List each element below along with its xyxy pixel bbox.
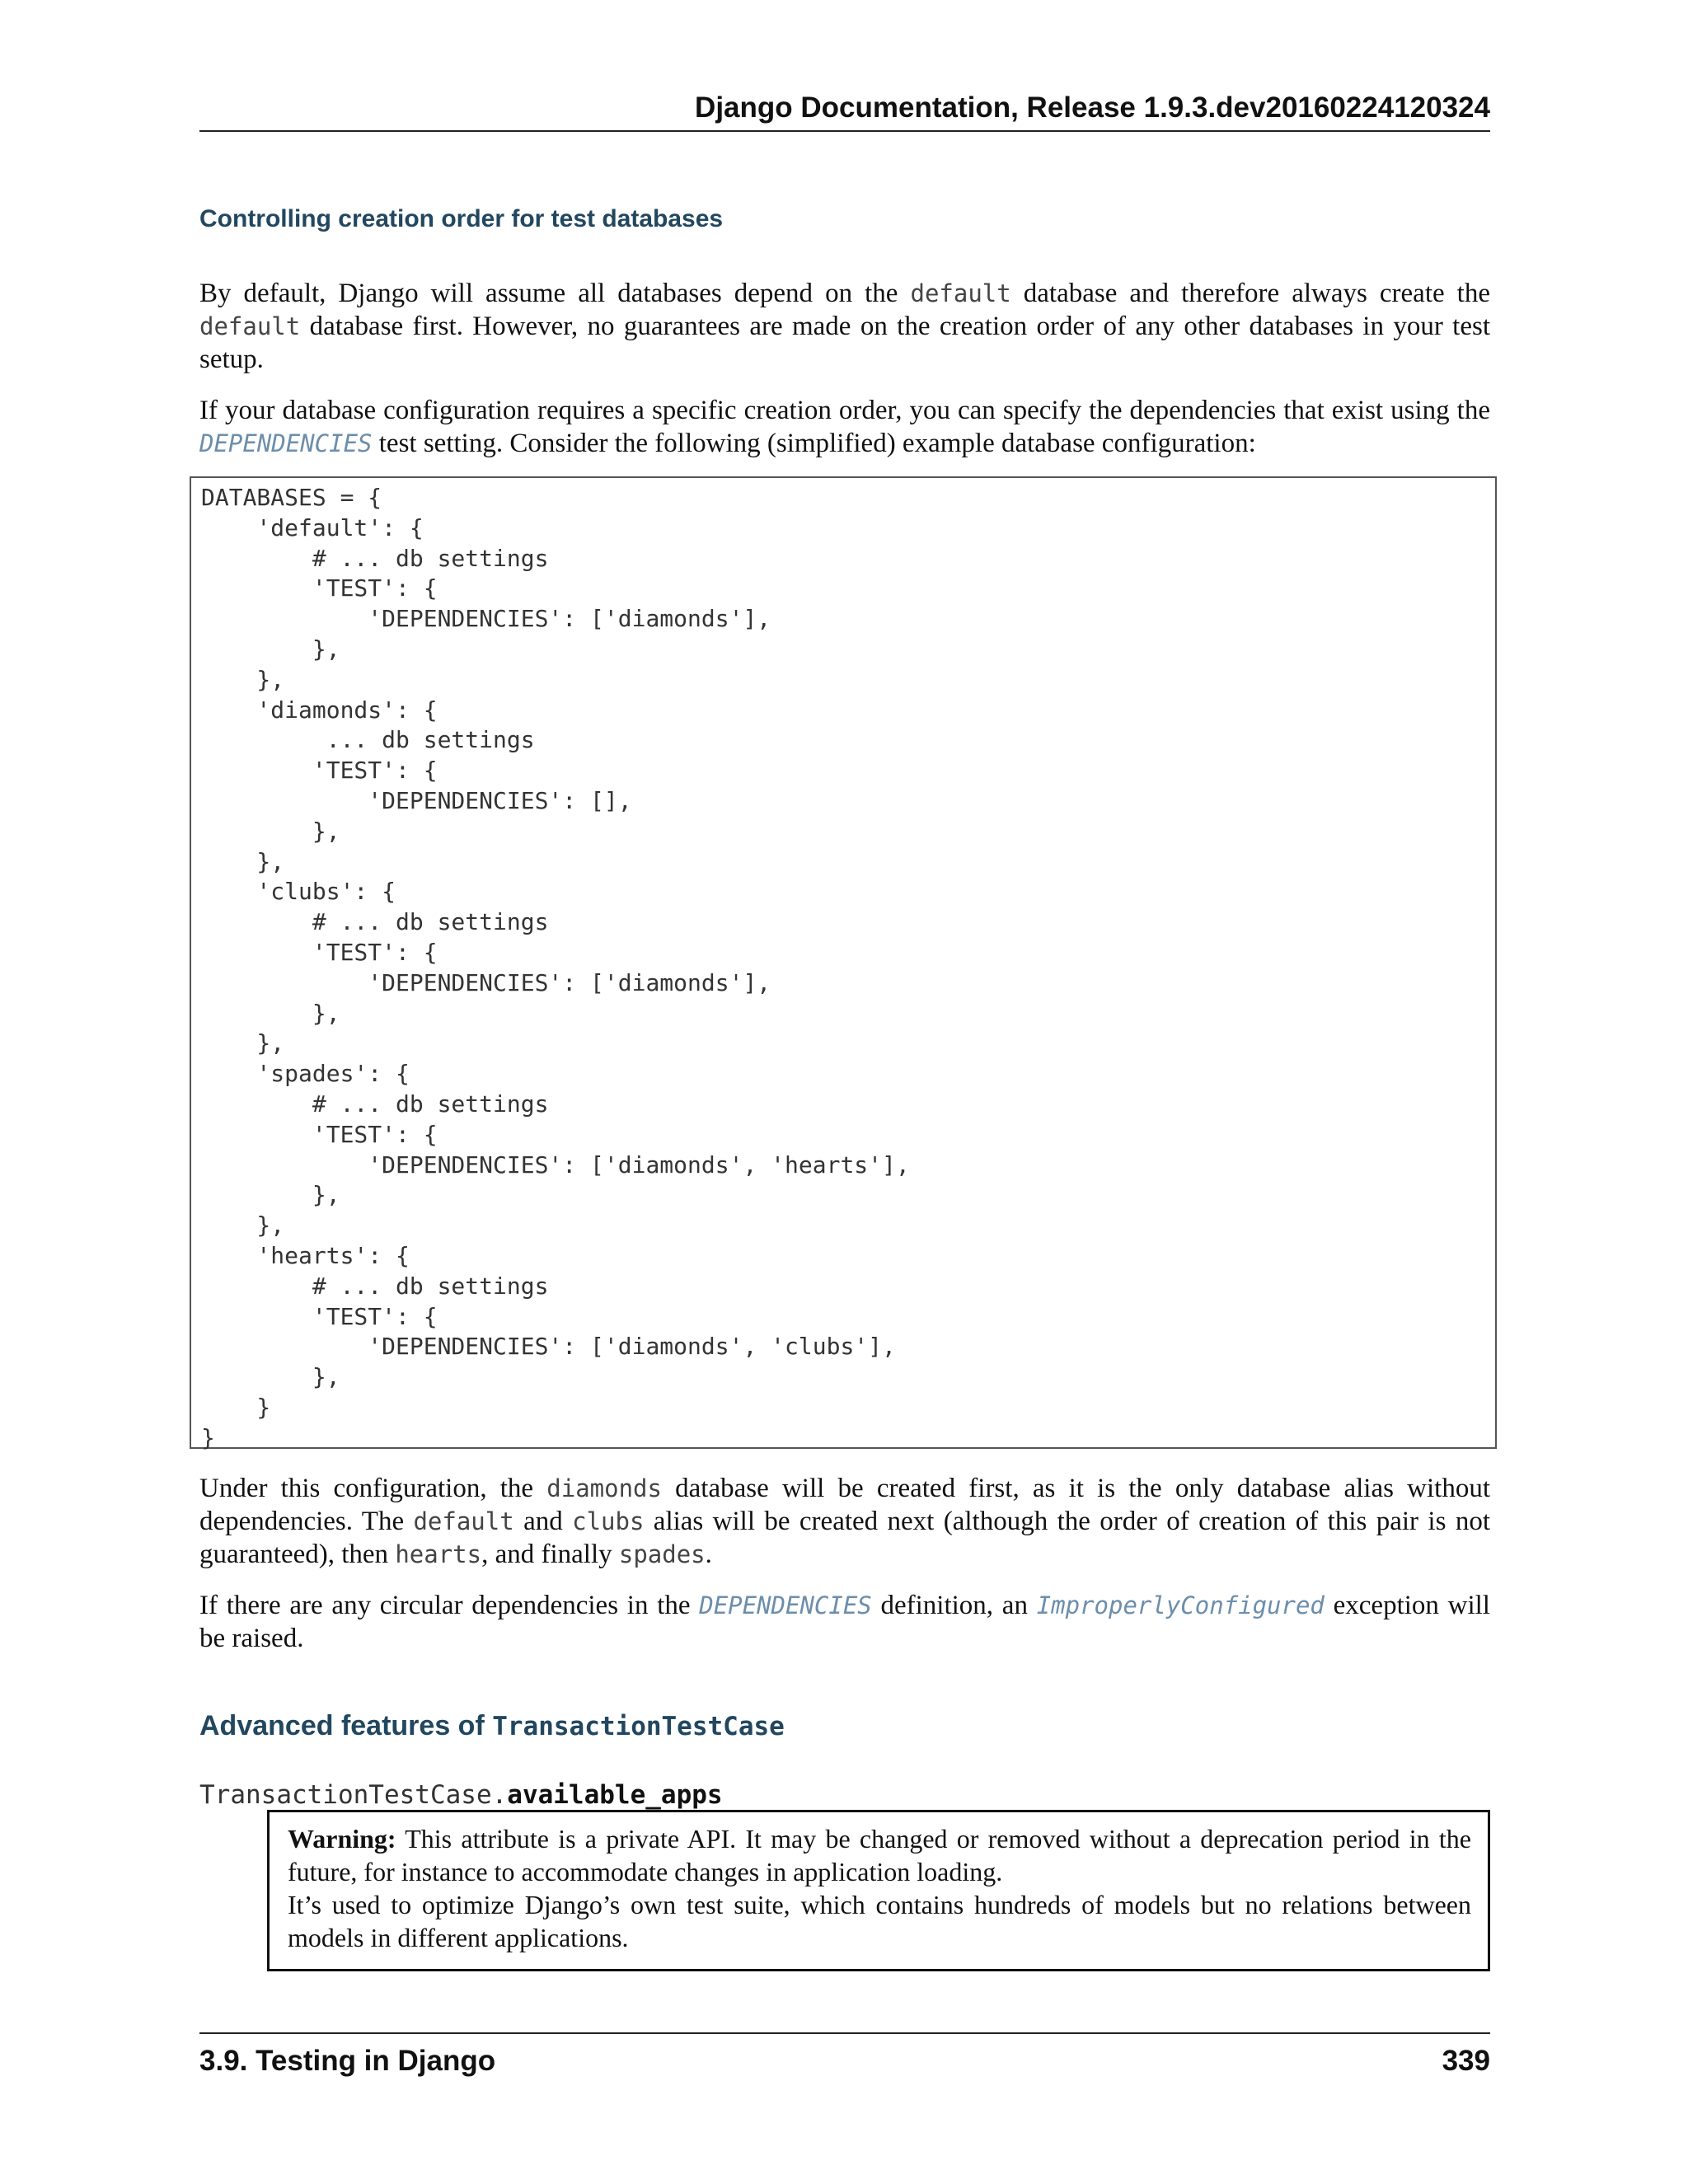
paragraph-config-explanation xyxy=(199,1472,1490,1571)
text-run: If your database configuration requires a specific creation order, you can specify the dependencies that exist using the xyxy=(199,396,1490,425)
dependencies-link[interactable]: DEPENDENCIES xyxy=(199,429,373,457)
attribute-name: available_apps xyxy=(507,1780,723,1810)
footer-rule xyxy=(199,2032,1490,2034)
text-run: database and therefore always create the xyxy=(1010,279,1491,308)
paragraph-dependencies-intro xyxy=(199,394,1490,460)
inline-code: hearts xyxy=(395,1540,482,1568)
inline-code: default xyxy=(413,1507,514,1535)
text-run: definition, an xyxy=(871,1591,1037,1620)
heading-text: Advanced features of xyxy=(199,1710,493,1741)
attribute-signature xyxy=(199,1779,723,1811)
code-listing: DATABASES = { 'default': { # ... db settings 'TEST': { 'DEPENDENCIES': ['diamonds'], }, }, 'diamonds': { ... db settings 'TEST': { 'DEPENDENCIES': [], }, }, 'clubs': { # ... db settings 'TEST': { 'DEPENDENCIES': ['diamonds'], }, }, 'spades': { # ... db settings 'TEST': { 'DEPENDENCIES': ['diamonds', 'hearts'], }, }, 'hearts': { # ... db settings 'TEST': { 'DEPENDENCIES': ['diamonds', 'clubs'], }, } } xyxy=(201,484,910,1451)
running-header-title: Django Documentation, Release 1.9.3.dev20160224120324 xyxy=(695,91,1490,124)
text-run: test setting. Consider the following (simplified) example database configuration: xyxy=(372,429,1256,458)
text-run: and xyxy=(513,1507,573,1536)
inline-code: clubs xyxy=(572,1507,645,1535)
code-block xyxy=(190,476,1497,1449)
subsection-heading xyxy=(199,1708,785,1745)
warning-label: Warning: xyxy=(288,1824,396,1854)
inline-code: default xyxy=(910,279,1011,307)
warning-admonition xyxy=(267,1810,1490,1971)
paragraph-circular-dependencies xyxy=(199,1589,1490,1655)
text-run: . xyxy=(705,1540,712,1569)
inline-code: spades xyxy=(618,1540,706,1568)
page-number: 339 xyxy=(1442,2045,1490,2077)
inline-code: default xyxy=(199,312,301,340)
text-run: By default, Django will assume all databases depend on the xyxy=(199,279,911,308)
paragraph-default-order xyxy=(199,277,1490,376)
text-run: database will be created first, as it is the only database alias without dependencies. The xyxy=(199,1474,1490,1536)
heading-code: TransactionTestCase xyxy=(492,1712,785,1741)
text-run: If there are any circular dependencies in the xyxy=(199,1591,700,1620)
text-run: exception will be raised. xyxy=(199,1591,1490,1653)
dependencies-link[interactable]: DEPENDENCIES xyxy=(699,1591,872,1619)
inline-code: diamonds xyxy=(546,1474,662,1502)
text-run: alias will be created next (although the order of creation of this pair is not guaranteed), then xyxy=(199,1507,1490,1569)
text-run: , and finally xyxy=(481,1540,619,1569)
improperly-configured-link[interactable]: ImproperlyConfigured xyxy=(1036,1591,1325,1619)
warning-text xyxy=(288,1822,1471,1954)
text-run: Under this configuration, the xyxy=(199,1474,547,1503)
section-heading: Controlling creation order for test databases xyxy=(199,205,724,232)
warning-line: This attribute is a private API. It may be changed or removed without a deprecation period in the future, for instance to accommodate changes in application loading. xyxy=(288,1824,1471,1886)
text-run: database first. However, no guarantees are made on the creation order of any other databases in your test setup. xyxy=(199,312,1490,374)
warning-line: It’s used to optimize Django’s own test suite, which contains hundreds of models but no relations between models in different applications. xyxy=(288,1890,1471,1952)
attribute-class: TransactionTestCase. xyxy=(199,1780,508,1810)
header-rule xyxy=(199,130,1490,132)
footer-section-label: 3.9. Testing in Django xyxy=(199,2045,496,2077)
